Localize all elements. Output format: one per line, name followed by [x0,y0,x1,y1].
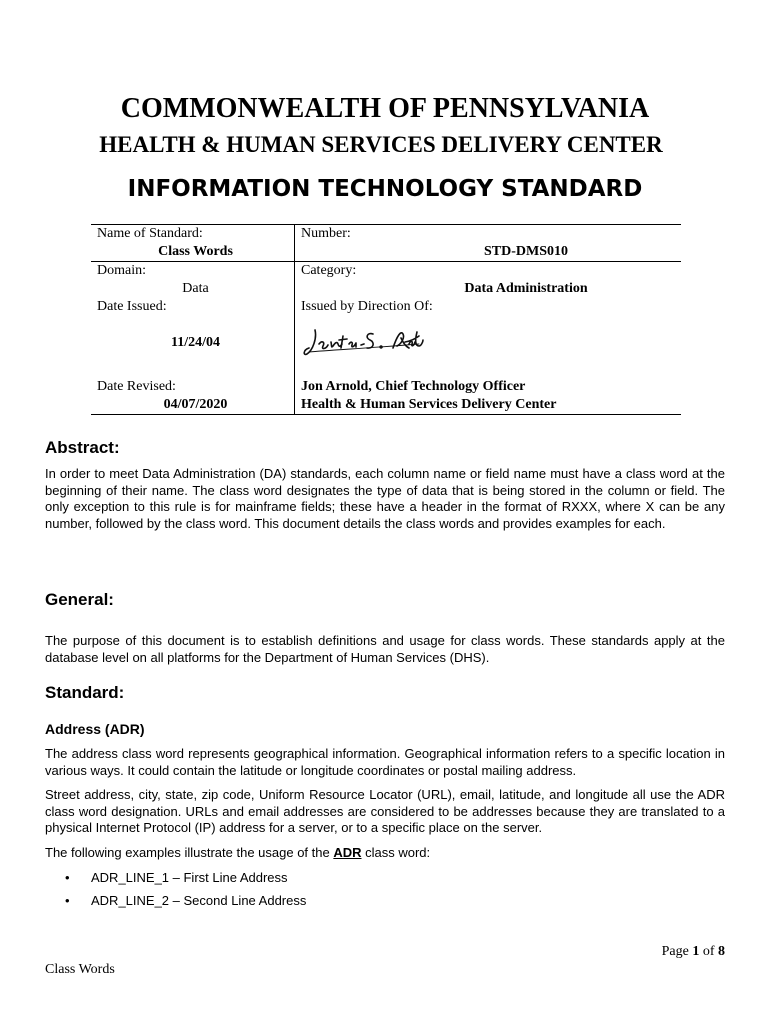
signer-org: Health & Human Services Delivery Center [301,397,557,412]
revised-label: Date Revised: [97,379,176,394]
address-para-3 [45,845,725,862]
examples-list [45,869,725,915]
name-cell [91,225,295,262]
address-subheading: Address (ADR) [45,721,145,737]
page-word: Page [661,944,693,959]
category-label: Category: [301,263,357,278]
standard-heading: Standard: [45,683,125,702]
doc-type-title: INFORMATION TECHNOLOGY STANDARD [127,176,643,202]
general-text: The purpose of this document is to establish definitions and usage for class words. These standards apply at the database level on all platforms for the Department of Human Services (DHS). [45,633,725,665]
direction-label: Issued by Direction Of: [301,299,433,314]
domain-cell [91,262,295,299]
abstract-text: In order to meet Data Administration (DA) standards, each column name or field name must have a class word at the beginning of their name. The class word designates the type of data that is being stored in the column or field. The only exception to this rule is for mainframe fields; these have a header in the format of RXXX, where X can be any number, followed by the class word. This document details the class words and provides examples for each. [45,466,725,531]
adr-keyword: ADR [333,845,362,860]
direction-cell [295,298,682,378]
address-para-2: Street address, city, state, zip code, Uniform Resource Locator (URL), email, latitude, and longitude all use the ADR class word designation. URLs and email addresses are considered to be addresses because they are translated to a physical Internet Protocol (IP) address for a server, or to a specific place on the server. [45,787,725,835]
example-text: ADR_LINE_2 – Second Line Address [91,893,307,908]
general-heading: General: [45,590,114,609]
org-title: COMMONWEALTH OF PENNSYLVANIA [120,93,650,124]
number-label: Number: [301,226,351,241]
issued-label: Date Issued: [97,299,167,314]
signer-cell [295,378,682,415]
list-item [45,892,725,915]
para3-prefix: The following examples illustrate the usage of the [45,845,334,860]
issued-value: 11/24/04 [170,335,220,350]
name-label: Name of Standard: [97,226,203,241]
revised-value: 04/07/2020 [163,397,228,412]
revised-cell [91,378,295,415]
abstract-heading: Abstract: [45,438,120,457]
number-value: STD-DMS010 [483,244,568,259]
footer-doc-title: Class Words [45,962,115,977]
page-of: of [699,944,718,959]
bullet-icon: • [65,893,70,908]
center-title: HEALTH & HUMAN SERVICES DELIVERY CENTER [99,132,663,157]
page-total: 8 [718,944,725,959]
category-cell [295,262,682,299]
list-item [45,869,725,892]
domain-label: Domain: [97,263,146,278]
category-value: Data Administration [464,281,588,296]
name-value: Class Words [158,244,233,259]
issued-cell [91,298,295,378]
signer-name: Jon Arnold, Chief Technology Officer [301,379,526,394]
domain-value: Data [182,281,209,296]
address-para-1: The address class word represents geographical information. Geographical information refers to a specific location in various ways. It could contain the latitude or longitude coordinates or postal mailing address. [45,746,725,778]
page-number [662,944,725,960]
example-text: ADR_LINE_1 – First Line Address [91,870,288,885]
standard-info-table [91,224,681,415]
para3-suffix: class word: [361,845,431,860]
bullet-icon: • [65,870,70,885]
number-cell [295,225,682,262]
signature-image [301,320,431,364]
page-current: 1 [692,944,700,959]
